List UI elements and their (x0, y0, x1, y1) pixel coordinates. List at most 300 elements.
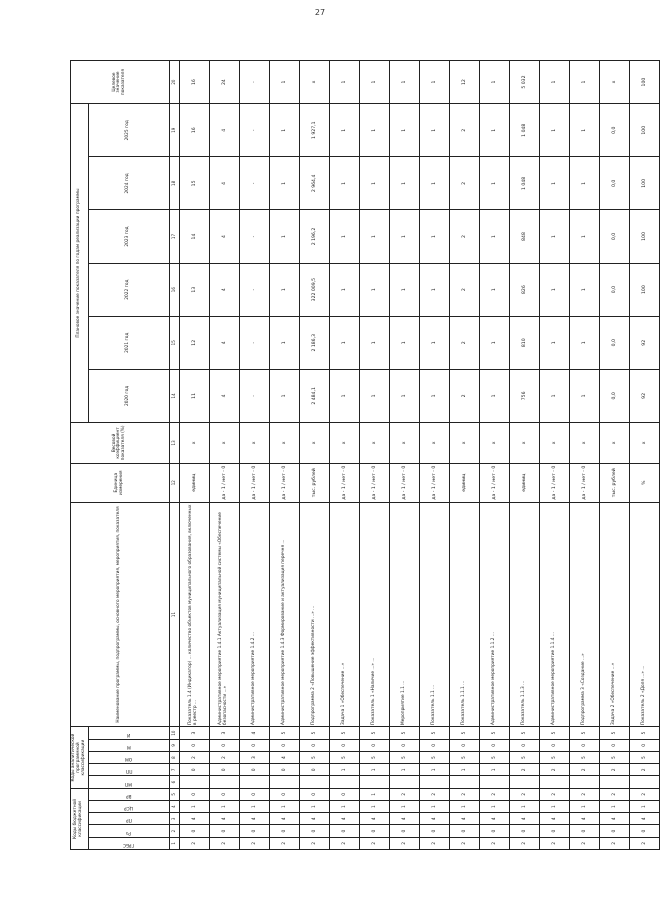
code-cell: 4 (419, 813, 449, 825)
table-body (179, 61, 659, 850)
code-cell: 4 (539, 813, 569, 825)
code-cell: 0 (389, 825, 419, 837)
unit-cell: да - 1 / нет - 0 (209, 463, 239, 502)
year-value-cell: 1 (269, 157, 299, 210)
code-cell: 0 (329, 739, 359, 751)
code-cell (629, 776, 659, 788)
share-cell: х (209, 422, 239, 463)
page-number: 27 (314, 8, 326, 17)
year-value-cell: 1 (539, 210, 569, 263)
share-cell: х (389, 422, 419, 463)
table-row (299, 61, 329, 850)
year-value-cell: - (239, 157, 269, 210)
table-row (269, 61, 299, 850)
code-cell: 1 (359, 764, 389, 776)
code-cell: 0 (269, 739, 299, 751)
code-cell: 0 (359, 825, 389, 837)
code-cell: 0 (449, 739, 479, 751)
code-cell: 0 (269, 788, 299, 800)
table-row (239, 61, 269, 850)
code-cell: 5 (539, 751, 569, 763)
code-cell (449, 776, 479, 788)
code-cell: 0 (299, 788, 329, 800)
code-cell: 5 (389, 751, 419, 763)
item-name-cell: Показатель 1.4 (Индикатор) ... количество объектов муниципального образования, включенных в реестр ... (179, 502, 209, 727)
year-value-cell: 4 (209, 369, 239, 422)
column-number: 20 (169, 61, 179, 104)
final-value-cell: 5 032 (509, 61, 539, 104)
year-value-cell: - (239, 369, 269, 422)
budget-code-header (88, 801, 169, 813)
column-number: 11 (169, 502, 179, 727)
code-cell: 2 (509, 837, 539, 849)
code-cell: 2 (479, 788, 509, 800)
year-value-cell: 1 (569, 263, 599, 316)
code-cell: 0 (239, 825, 269, 837)
code-cell: 2 (389, 788, 419, 800)
code-cell: 0 (539, 739, 569, 751)
year-value-cell: 2 (449, 316, 479, 369)
code-cell: 5 (269, 727, 299, 739)
year-header: 2023 год (88, 210, 169, 263)
column-number: 12 (169, 463, 179, 502)
share-cell: х (479, 422, 509, 463)
final-value-cell: 1 (389, 61, 419, 104)
year-value-cell: 2 (449, 263, 479, 316)
code-cell: 5 (539, 727, 569, 739)
budget-code-header-label: ВР (126, 792, 132, 798)
final-value-cell: 16 (179, 61, 209, 104)
year-value-cell: 1 (479, 316, 509, 369)
item-name-cell: Подпрограмма 3 «Создание ...» (569, 502, 599, 727)
activity-codes-header: Коды аналитической программной классификации (71, 727, 89, 788)
code-cell: 0 (479, 825, 509, 837)
code-cell: 1 (449, 801, 479, 813)
column-number: 7 (169, 764, 179, 776)
code-cell: 4 (239, 813, 269, 825)
column-number: 8 (169, 751, 179, 763)
year-value-cell: 1 (329, 157, 359, 210)
code-cell: 0 (629, 739, 659, 751)
year-value-cell: 2 (449, 104, 479, 157)
code-cell (539, 776, 569, 788)
year-value-cell: 1 (269, 369, 299, 422)
code-cell: 5 (329, 727, 359, 739)
item-name-cell: Показатель 1.1.3 ... (509, 502, 539, 727)
unit-cell: да - 1 / нет - 0 (389, 463, 419, 502)
year-value-cell: 322 009,5 (299, 263, 329, 316)
item-name-cell: Административное мероприятие 1.4.1 Актуализация муниципальной системы «Обеспечение безопасности ...» (209, 502, 239, 727)
year-value-cell: 1 (419, 369, 449, 422)
code-cell: 1 (299, 801, 329, 813)
year-value-cell: 4 (209, 316, 239, 369)
item-name-cell: Административное мероприятие 1.1.2 ... (479, 502, 509, 727)
code-cell: 2 (209, 837, 239, 849)
year-value-cell: 100 (629, 104, 659, 157)
activity-code-header (88, 727, 169, 739)
code-cell: 5 (629, 727, 659, 739)
final-value-cell: 1 (479, 61, 509, 104)
code-cell: 1 (359, 801, 389, 813)
year-value-cell: 2 964,4 (299, 157, 329, 210)
code-cell: 5 (299, 751, 329, 763)
code-cell (269, 776, 299, 788)
code-cell: 2 (629, 788, 659, 800)
code-cell: 4 (599, 813, 629, 825)
code-cell: 2 (599, 788, 629, 800)
code-cell: 2 (179, 837, 209, 849)
year-value-cell: 1 (539, 104, 569, 157)
column-number: 4 (169, 801, 179, 813)
code-cell: 4 (479, 813, 509, 825)
code-cell: 0 (599, 739, 629, 751)
column-number: 19 (169, 104, 179, 157)
year-value-cell: 1 (569, 210, 599, 263)
activity-code-header-label: ПП (125, 768, 133, 774)
unit-cell: тыс. рублей (299, 463, 329, 502)
code-cell: 0 (179, 739, 209, 751)
code-cell: 0 (389, 739, 419, 751)
budget-code-header-label: Рз (126, 829, 132, 835)
code-cell: 4 (629, 813, 659, 825)
code-cell: 0 (179, 788, 209, 800)
final-value-cell: 1 (569, 61, 599, 104)
year-value-cell: 4 (209, 104, 239, 157)
column-number: 6 (169, 776, 179, 788)
name-column-header: Наименование программы, подпрограммы, основного мероприятия, мероприятия, показателя (71, 502, 170, 727)
table-row (569, 61, 599, 850)
code-cell: 4 (179, 813, 209, 825)
code-cell: 5 (359, 727, 389, 739)
year-value-cell: 4 (209, 210, 239, 263)
table-row (419, 61, 449, 850)
activity-code-header (88, 764, 169, 776)
year-value-cell: 1 (479, 369, 509, 422)
share-cell: х (569, 422, 599, 463)
year-value-cell: 4 (209, 157, 239, 210)
code-cell: 1 (539, 801, 569, 813)
year-value-cell: 1 (329, 316, 359, 369)
code-cell: 2 (569, 788, 599, 800)
year-header: 2020 год (88, 369, 169, 422)
year-value-cell: 1 927,1 (299, 104, 329, 157)
year-value-cell: 0,0 (599, 157, 629, 210)
unit-column-header: Единица измерения (71, 463, 170, 502)
year-value-cell: 15 (179, 157, 209, 210)
column-number-row (169, 61, 179, 850)
final-value-cell: 12 (449, 61, 479, 104)
code-cell: 4 (239, 727, 269, 739)
year-value-cell: 13 (179, 263, 209, 316)
column-number: 3 (169, 813, 179, 825)
year-value-cell: 810 (509, 316, 539, 369)
code-cell: 0 (509, 739, 539, 751)
code-cell: 4 (509, 813, 539, 825)
code-cell (389, 776, 419, 788)
code-cell: 5 (419, 751, 449, 763)
final-value-cell: - (239, 61, 269, 104)
code-cell (359, 776, 389, 788)
column-number: 1 (169, 837, 179, 849)
table-row (179, 61, 209, 850)
unit-cell: да - 1 / нет - 0 (269, 463, 299, 502)
column-number: 14 (169, 369, 179, 422)
year-value-cell: 0,0 (599, 263, 629, 316)
item-name-cell: Задача 1 «Обеспечение ...» (329, 502, 359, 727)
code-cell: 5 (479, 751, 509, 763)
code-cell: 0 (239, 764, 269, 776)
year-value-cell: 1 (479, 157, 509, 210)
unit-cell: да - 1 / нет - 0 (539, 463, 569, 502)
code-cell: 5 (629, 751, 659, 763)
item-name-cell: Административное мероприятие 1.4.2 ... (239, 502, 269, 727)
code-cell: 0 (239, 788, 269, 800)
year-value-cell: 1 (389, 157, 419, 210)
code-cell (299, 776, 329, 788)
code-cell (419, 776, 449, 788)
code-cell: 2 (509, 788, 539, 800)
column-number: 17 (169, 210, 179, 263)
code-cell: 2 (389, 837, 419, 849)
year-header: 2024 год (88, 157, 169, 210)
code-cell: 0 (599, 825, 629, 837)
budget-code-header (88, 788, 169, 800)
year-value-cell: 1 (269, 104, 299, 157)
code-cell: 2 (239, 837, 269, 849)
year-value-cell: 1 (569, 316, 599, 369)
share-cell: х (599, 422, 629, 463)
code-cell: 2 (509, 764, 539, 776)
activity-code-header-label: МП (125, 780, 133, 786)
code-cell: 3 (179, 727, 209, 739)
item-name-cell: Подпрограмма 2 «Повышение эффективности ...» ... (299, 502, 329, 727)
code-cell: 0 (269, 825, 299, 837)
unit-cell: да - 1 / нет - 0 (359, 463, 389, 502)
code-cell: 5 (299, 727, 329, 739)
year-value-cell: 1 (539, 316, 569, 369)
code-cell: 5 (599, 727, 629, 739)
budget-codes-header: Коды бюджетной классификации (71, 788, 89, 849)
code-cell (209, 776, 239, 788)
code-cell: 0 (299, 825, 329, 837)
code-cell: 0 (209, 825, 239, 837)
year-value-cell: 1 (329, 369, 359, 422)
code-cell: 2 (599, 764, 629, 776)
unit-cell: да - 1 / нет - 0 (239, 463, 269, 502)
final-value-cell: 100 (629, 61, 659, 104)
budget-code-header (88, 825, 169, 837)
program-table-sheet (70, 60, 647, 850)
table-row (539, 61, 569, 850)
share-cell: х (329, 422, 359, 463)
year-value-cell: 1 (359, 210, 389, 263)
code-cell: 2 (299, 837, 329, 849)
code-cell: 0 (359, 739, 389, 751)
code-cell: 1 (479, 801, 509, 813)
year-value-cell: 16 (179, 104, 209, 157)
item-name-cell: Показатель 2 «Доля ...» ... (629, 502, 659, 727)
plan-values-header: Плановое значение показателя по годам реализации программы (71, 104, 89, 423)
year-value-cell: 2 196,2 (299, 210, 329, 263)
code-cell: 4 (389, 813, 419, 825)
unit-cell: % (629, 463, 659, 502)
activity-code-header-label: И (127, 731, 131, 737)
year-value-cell: 2 (449, 210, 479, 263)
year-value-cell: 1 (269, 263, 299, 316)
year-value-cell: 0,0 (599, 104, 629, 157)
code-cell: 3 (209, 727, 239, 739)
code-cell: 0 (209, 764, 239, 776)
activity-code-header-label: ОМ (125, 756, 133, 762)
code-cell: 5 (509, 751, 539, 763)
year-header: 2025 год (88, 104, 169, 157)
code-cell: 0 (629, 825, 659, 837)
code-cell: 2 (329, 837, 359, 849)
code-cell: 5 (329, 751, 359, 763)
code-cell: 4 (209, 813, 239, 825)
year-header: 2021 год (88, 316, 169, 369)
code-cell: 4 (299, 813, 329, 825)
final-value-cell: х (599, 61, 629, 104)
year-value-cell: 4 (209, 263, 239, 316)
code-cell: 1 (269, 801, 299, 813)
year-value-cell: 14 (179, 210, 209, 263)
code-cell: 4 (329, 813, 359, 825)
year-value-cell: 1 (329, 263, 359, 316)
year-value-cell: 1 (569, 369, 599, 422)
code-cell: 1 (359, 788, 389, 800)
table-row (509, 61, 539, 850)
code-cell (599, 776, 629, 788)
table-row (389, 61, 419, 850)
final-value-cell: 1 (539, 61, 569, 104)
year-value-cell: 1 (539, 263, 569, 316)
share-cell: х (509, 422, 539, 463)
code-cell: 0 (299, 739, 329, 751)
unit-cell: да - 1 / нет - 0 (569, 463, 599, 502)
code-cell: 1 (329, 764, 359, 776)
activity-code-header (88, 776, 169, 788)
final-value-cell: х (299, 61, 329, 104)
code-cell: 1 (389, 801, 419, 813)
code-cell: 0 (569, 825, 599, 837)
year-value-cell: 1 (359, 316, 389, 369)
share-cell: х (539, 422, 569, 463)
year-value-cell: 1 (329, 104, 359, 157)
share-cell: х (299, 422, 329, 463)
code-cell: 3 (239, 751, 269, 763)
year-value-cell: 1 (419, 263, 449, 316)
year-value-cell: - (239, 263, 269, 316)
year-value-cell: 1 (479, 104, 509, 157)
year-value-cell: 1 (479, 263, 509, 316)
code-cell: 2 (479, 837, 509, 849)
activity-code-header (88, 751, 169, 763)
item-name-cell: Задача 2 «Обеспечение ...» (599, 502, 629, 727)
column-number: 2 (169, 825, 179, 837)
year-value-cell: 1 (389, 316, 419, 369)
share-cell: х (239, 422, 269, 463)
code-cell: 4 (359, 813, 389, 825)
code-cell (239, 776, 269, 788)
year-value-cell: 92 (629, 369, 659, 422)
code-cell: 5 (449, 751, 479, 763)
year-value-cell: 2 186,3 (299, 316, 329, 369)
unit-cell: да - 1 / нет - 0 (329, 463, 359, 502)
column-number: 9 (169, 739, 179, 751)
code-cell (329, 776, 359, 788)
year-header: 2022 год (88, 263, 169, 316)
year-value-cell: 1 (359, 157, 389, 210)
code-cell (569, 776, 599, 788)
year-value-cell: 100 (629, 263, 659, 316)
share-cell: х (449, 422, 479, 463)
code-cell: 2 (569, 764, 599, 776)
table-row (329, 61, 359, 850)
item-name-cell: Показатель 1 «Наличие ...» ... (359, 502, 389, 727)
code-cell: 1 (509, 801, 539, 813)
year-value-cell: 92 (629, 316, 659, 369)
code-cell: 2 (539, 837, 569, 849)
year-value-cell: 100 (629, 157, 659, 210)
code-cell: 4 (269, 813, 299, 825)
year-value-cell: 11 (179, 369, 209, 422)
code-cell (179, 776, 209, 788)
year-value-cell: 2 (449, 157, 479, 210)
year-value-cell: 1 (539, 157, 569, 210)
code-cell: 1 (599, 801, 629, 813)
code-cell: 5 (359, 751, 389, 763)
code-cell: 5 (599, 751, 629, 763)
code-cell: 1 (629, 801, 659, 813)
year-value-cell: 1 (269, 316, 299, 369)
code-cell: 1 (239, 801, 269, 813)
share-column-header: Весовой коэффициент показателя (%) (71, 422, 170, 463)
column-number: 5 (169, 788, 179, 800)
code-cell: 5 (479, 727, 509, 739)
year-value-cell: 0,0 (599, 369, 629, 422)
year-value-cell: 848 (509, 210, 539, 263)
year-value-cell: 1 (539, 369, 569, 422)
share-cell: х (179, 422, 209, 463)
activity-code-header-label: М (126, 743, 131, 749)
code-cell: 1 (569, 801, 599, 813)
unit-cell: тыс. рублей (599, 463, 629, 502)
unit-cell: да - 1 / нет - 0 (479, 463, 509, 502)
year-value-cell: 1 (419, 157, 449, 210)
year-value-cell: 756 (509, 369, 539, 422)
year-value-cell: 1 (329, 210, 359, 263)
item-name-cell: Административное мероприятие 1.4.3 Формирование и актуализация перечня ... (269, 502, 299, 727)
table-row (209, 61, 239, 850)
code-cell: 2 (179, 751, 209, 763)
code-cell: 0 (329, 788, 359, 800)
table-row (359, 61, 389, 850)
final-value-cell: 24 (209, 61, 239, 104)
code-cell: 5 (449, 727, 479, 739)
year-value-cell: 1 (569, 157, 599, 210)
final-value-header: Целевое значение показателя (71, 61, 170, 104)
code-cell: 2 (419, 837, 449, 849)
budget-code-header-label: ПР (125, 817, 132, 823)
budget-code-header-label: ЦСР (124, 805, 134, 811)
code-cell: 0 (479, 739, 509, 751)
code-cell: 2 (209, 751, 239, 763)
year-value-cell: 1 (269, 210, 299, 263)
year-value-cell: 1 (389, 104, 419, 157)
final-value-cell: 1 (419, 61, 449, 104)
year-value-cell: 826 (509, 263, 539, 316)
